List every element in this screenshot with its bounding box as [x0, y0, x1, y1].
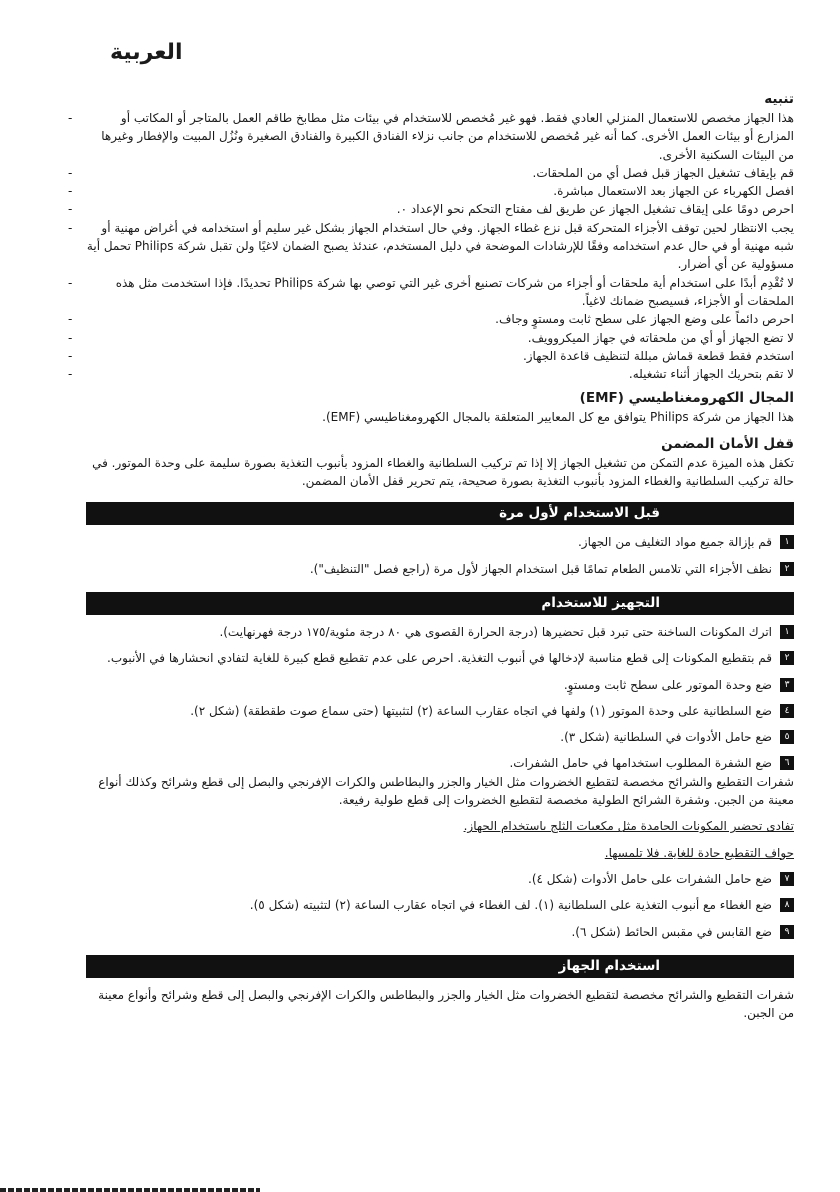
step-number: ٧	[780, 872, 794, 886]
step-item	[86, 676, 794, 694]
step-text: قم بتقطيع المكونات إلى قطع مناسبة لإدخالها في أنبوب التغذية. احرص على عدم تقطيع قطع كبيرة للغاية لتفادي انحشارها في الأنبوب.	[107, 651, 772, 666]
step-text: نظف الأجزاء التي تلامس الطعام تمامًا قبل استخدام الجهاز لأول مرة (راجع فصل "التنظيف").	[309, 561, 772, 576]
emf-heading: المجال الكهرومغناطيسي (EMF)	[579, 390, 794, 407]
step-item	[86, 702, 794, 720]
step-item	[86, 728, 794, 746]
step-text: ضع الشفرة المطلوب استخدامها في حامل الشفرات.	[509, 756, 772, 771]
list-item: يجب الانتظار لحين توقف الأجزاء المتحركة قبل نزع غطاء الجهاز. وفي حال استخدام الجهاز بشكل غير سليم أو استخدامه في أغراض مهنية أو شبه مهنية أو في حال عدم استخدامه وفقًا للإرشادات الموضحة في دليل المستخدم، عندئذ يصبح الضمان لاغيًا ولن تقبل شركة Philips تحمل أية مسؤولية عن أي أضرار. -	[86, 219, 794, 274]
manual-content	[86, 90, 794, 1022]
step-item	[86, 623, 794, 641]
section-bar-preparing: التجهيز للاستخدام	[86, 592, 794, 615]
step-number: ١	[780, 535, 794, 549]
list-item: لا تقم بتحريك الجهاز أثناء تشغيله. -	[86, 365, 794, 383]
step-text: ضع حامل الشفرات على حامل الأدوات (شكل ٤).	[528, 871, 772, 886]
step-text: ضع القابس في مقبس الحائط (شكل ٦).	[571, 924, 772, 939]
step-number: ٥	[780, 730, 794, 744]
list-item: لا تُقْدِم أبدًا على استخدام أية ملحقات أو أجزاء من شركات تصنيع أخرى غير التي توصي بها شركة Philips تحديدًا. فإذا استخدمت مثل هذه الملحقات أو الأجزاء، فسيصبح ضمانك لاغياً. -	[86, 274, 794, 311]
step-number: ١	[780, 625, 794, 639]
step-item	[86, 923, 794, 941]
list-item: افصل الكهرباء عن الجهاز بعد الاستعمال مباشرة. -	[86, 182, 794, 200]
list-item: قم بإيقاف تشغيل الجهاز قبل فصل أي من الملحقات. -	[86, 164, 794, 182]
step-number: ٢	[780, 651, 794, 665]
list-item: لا تضع الجهاز أو أي من ملحقاته في جهاز الميكروويف. -	[86, 329, 794, 347]
safety-lock-text: تكفل هذه الميزة عدم التمكن من تشغيل الجهاز إلا إذا تم تركيب السلطانية والغطاء المزود بأنبوب التغذية بصورة سليمة على وحدة الموتور. في حالة تركيب السلطانية والغطاء المزود بأنبوب التغذية بصورة صحيحة، يتم تحرير قفل الأمان المضمن.	[92, 455, 794, 489]
section-bar-using: استخدام الجهاز	[86, 955, 794, 978]
step-text: قم بإزالة جميع مواد التغليف من الجهاز.	[577, 535, 772, 550]
blades-note: شفرات التقطيع والشرائح مخصصة لتقطيع الخضروات مثل الخيار والجزر والبطاطس والكرات الإفرنجي والبصل إلى قطع وشرائح وكذلك أنواع معينة من الجبن. وشفرة الشرائح الطولية مخصصة لتقطيع الخضروات إلى قطع طولية رفيعة.	[98, 774, 794, 808]
warning-sharp: حواف التقطيع حادة للغاية. فلا تلمسها.	[604, 845, 794, 860]
step-number: ٦	[780, 756, 794, 770]
list-item: احرص دائماً على وضع الجهاز على سطح ثابت ومستوٍ وجاف. -	[86, 310, 794, 328]
emf-text: هذا الجهاز من شركة Philips يتوافق مع كل المعايير المتعلقة بالمجال الكهرومغناطيسي (EMF).	[322, 410, 794, 425]
step-number: ٩	[780, 925, 794, 939]
step-number: ٣	[780, 678, 794, 692]
section-bar-before-first-use: قبل الاستخدام لأول مرة	[86, 502, 794, 525]
step-item	[86, 896, 794, 914]
warning-frozen: تفادى تحضير المكونات الجامدة مثل مكعبات الثلج باستخدام الجهاز.	[463, 819, 794, 834]
step-number: ٢	[780, 562, 794, 576]
step-text: اترك المكونات الساخنة حتى تبرد قبل تحضيرها (درجة الحرارة القصوى هي ٨٠ درجة مئوية/١٧٥ درجة فهرنهايت).	[219, 624, 772, 639]
step-text: ضع وحدة الموتور على سطح ثابت ومستوٍ.	[563, 677, 772, 692]
step-text: ضع حامل الأدوات في السلطانية (شكل ٣).	[560, 730, 772, 745]
step-item	[86, 533, 794, 551]
step-number: ٤	[780, 704, 794, 718]
using-text: شفرات التقطيع والشرائح مخصصة لتقطيع الخضروات مثل الخيار والجزر والبطاطس والكرات الإفرنجي والبصل إلى قطع وشرائح وأنواع معينة من الجبن.	[98, 987, 794, 1021]
step-item	[86, 870, 794, 888]
step-item	[86, 649, 794, 667]
step-text: ضع الغطاء مع أنبوب التغذية على السلطانية (١). لف الغطاء في اتجاه عقارب الساعة (٢) لتثبيته (شكل ٥).	[249, 898, 772, 913]
step-item	[86, 754, 794, 772]
caution-list	[86, 109, 794, 383]
caution-heading: تنبيه	[764, 91, 794, 107]
step-number: ٨	[780, 898, 794, 912]
step-item	[86, 560, 794, 578]
step-text: ضع السلطانية على وحدة الموتور (١) ولفها في اتجاه عقارب الساعة (٢) لتثبيتها (حتى سماع صوت طقطقة) (شكل ٢).	[190, 703, 772, 718]
safety-lock-heading: قفل الأمان المضمن	[661, 435, 794, 452]
list-item: استخدم فقط قطعة قماش مبللة لتنظيف قاعدة الجهاز. -	[86, 347, 794, 365]
footer-marks	[0, 1188, 260, 1192]
list-item: هذا الجهاز مخصص للاستعمال المنزلي العادي فقط. فهو غير مُخصص للاستخدام في بيئات مثل مطابخ طاقم العمل بالمتاجر أو المكاتب أو المزارع أو بيئات العمل الأخرى. كما أنه غير مُخصص للاستخدام من جانب نزلاء الفنادق الكبيرة والفنادق الصغيرة ونُزُل المبيت والإفطار وغيرها من البيئات السكنية الأخرى. -	[86, 109, 794, 164]
language-title: العربية	[110, 40, 183, 65]
list-item: احرص دومًا على إيقاف تشغيل الجهاز عن طريق لف مفتاح التحكم نحو الإعداد ٠. -	[86, 200, 794, 218]
